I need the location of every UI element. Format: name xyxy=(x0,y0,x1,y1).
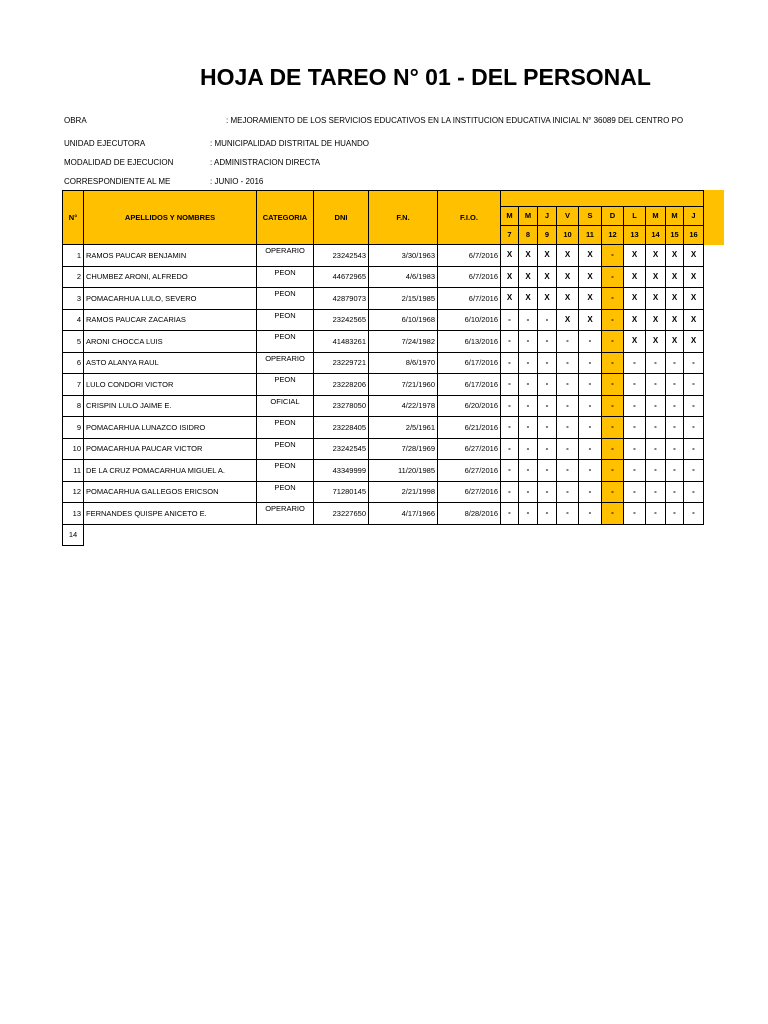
attendance-mark: X xyxy=(646,331,666,353)
worker-category: OPERARIO xyxy=(257,245,314,267)
worker-start-date: 6/13/2016 xyxy=(438,331,501,353)
attendance-mark: - xyxy=(646,395,666,417)
attendance-mark: X xyxy=(646,245,666,267)
day-weekday-header: L xyxy=(624,207,646,226)
attendance-mark: - xyxy=(538,503,557,525)
day-number-header: 9 xyxy=(538,226,557,245)
attendance-mark: - xyxy=(579,503,602,525)
attendance-mark: - xyxy=(557,438,579,460)
day-weekday-header: M xyxy=(501,207,519,226)
attendance-mark: X xyxy=(579,266,602,288)
attendance-mark: - xyxy=(519,417,538,439)
worker-birth-date: 4/17/1966 xyxy=(369,503,438,525)
worker-birth-date: 2/15/1985 xyxy=(369,288,438,310)
worker-birth-date: 11/20/1985 xyxy=(369,460,438,482)
attendance-mark: - xyxy=(538,481,557,503)
worker-start-date: 6/7/2016 xyxy=(438,288,501,310)
attendance-mark: - xyxy=(602,395,624,417)
day-weekday-header: V xyxy=(557,207,579,226)
attendance-mark: X xyxy=(646,288,666,310)
attendance-mark: X xyxy=(666,309,684,331)
worker-dni: 41483261 xyxy=(314,331,369,353)
attendance-mark: X xyxy=(624,331,646,353)
attendance-mark: X xyxy=(557,266,579,288)
attendance-mark: X xyxy=(666,288,684,310)
attendance-mark: - xyxy=(501,374,519,396)
attendance-mark: X xyxy=(519,266,538,288)
attendance-mark: - xyxy=(666,395,684,417)
row-number: 8 xyxy=(63,395,84,417)
worker-start-date: 6/21/2016 xyxy=(438,417,501,439)
worker-name: CHUMBEZ ARONI, ALFREDO xyxy=(84,266,257,288)
worker-name: ARONI CHOCCA LUIS xyxy=(84,331,257,353)
day-weekday-header: S xyxy=(579,207,602,226)
attendance-mark: X xyxy=(579,245,602,267)
attendance-mark: - xyxy=(624,460,646,482)
worker-start-date: 6/10/2016 xyxy=(438,309,501,331)
attendance-mark: - xyxy=(602,417,624,439)
worker-category: PEON xyxy=(257,309,314,331)
attendance-mark: - xyxy=(602,352,624,374)
worker-category: PEON xyxy=(257,481,314,503)
attendance-mark: - xyxy=(684,395,704,417)
attendance-mark: - xyxy=(538,352,557,374)
attendance-mark: - xyxy=(684,481,704,503)
worker-category: PEON xyxy=(257,438,314,460)
tareo-table xyxy=(62,190,704,546)
attendance-mark: - xyxy=(624,417,646,439)
row-number: 7 xyxy=(63,374,84,396)
worker-dni: 43349999 xyxy=(314,460,369,482)
worker-birth-date: 2/5/1961 xyxy=(369,417,438,439)
attendance-mark: - xyxy=(557,481,579,503)
worker-start-date: 8/28/2016 xyxy=(438,503,501,525)
attendance-mark: - xyxy=(557,460,579,482)
worker-category: PEON xyxy=(257,460,314,482)
header-fio: F.I.O. xyxy=(438,191,501,245)
attendance-mark: - xyxy=(579,460,602,482)
attendance-mark: - xyxy=(557,395,579,417)
worker-name: POMACARHUA PAUCAR VICTOR xyxy=(84,438,257,460)
attendance-mark: - xyxy=(579,374,602,396)
day-number-header: 11 xyxy=(579,226,602,245)
attendance-mark: - xyxy=(666,460,684,482)
attendance-mark: - xyxy=(666,374,684,396)
worker-birth-date: 8/6/1970 xyxy=(369,352,438,374)
attendance-mark: - xyxy=(501,503,519,525)
worker-birth-date: 7/21/1960 xyxy=(369,374,438,396)
day-number-header: 13 xyxy=(624,226,646,245)
attendance-mark: - xyxy=(501,352,519,374)
attendance-mark: - xyxy=(538,417,557,439)
attendance-mark: - xyxy=(646,374,666,396)
row-number: 6 xyxy=(63,352,84,374)
day-weekday-header: M xyxy=(666,207,684,226)
attendance-mark: - xyxy=(602,266,624,288)
attendance-mark: X xyxy=(646,309,666,331)
table-row-empty xyxy=(63,524,704,545)
attendance-mark: - xyxy=(666,438,684,460)
worker-dni: 23242565 xyxy=(314,309,369,331)
attendance-mark: X xyxy=(557,309,579,331)
attendance-mark: X xyxy=(519,245,538,267)
attendance-mark: - xyxy=(602,309,624,331)
attendance-mark: - xyxy=(501,460,519,482)
row-number: 12 xyxy=(63,481,84,503)
attendance-mark: - xyxy=(624,481,646,503)
attendance-mark: X xyxy=(624,288,646,310)
attendance-mark: X xyxy=(501,266,519,288)
info-value: : MEJORAMIENTO DE LOS SERVICIOS EDUCATIVOS EN LA INSTITUCION EDUCATIVA INICIAL N° 36089 DEL CENTRO PO xyxy=(226,116,684,125)
attendance-mark: X xyxy=(624,309,646,331)
info-value: : ADMINISTRACION DIRECTA xyxy=(210,158,321,167)
attendance-mark: - xyxy=(579,331,602,353)
attendance-mark: - xyxy=(579,352,602,374)
attendance-mark: - xyxy=(519,481,538,503)
worker-birth-date: 7/24/1982 xyxy=(369,331,438,353)
table-row xyxy=(63,288,704,310)
attendance-mark: - xyxy=(624,438,646,460)
attendance-mark: - xyxy=(557,352,579,374)
attendance-mark: - xyxy=(557,417,579,439)
attendance-mark: - xyxy=(624,395,646,417)
table-row xyxy=(63,417,704,439)
attendance-mark: - xyxy=(602,374,624,396)
worker-start-date: 6/27/2016 xyxy=(438,438,501,460)
table-row xyxy=(63,374,704,396)
row-number: 5 xyxy=(63,331,84,353)
worker-start-date: 6/17/2016 xyxy=(438,374,501,396)
attendance-mark: X xyxy=(684,309,704,331)
day-number-header: 15 xyxy=(666,226,684,245)
row-number: 13 xyxy=(63,503,84,525)
table-row xyxy=(63,481,704,503)
worker-start-date: 6/20/2016 xyxy=(438,395,501,417)
attendance-mark: - xyxy=(501,331,519,353)
attendance-mark: - xyxy=(519,395,538,417)
attendance-mark: - xyxy=(624,352,646,374)
attendance-mark: X xyxy=(684,288,704,310)
attendance-mark: X xyxy=(538,245,557,267)
table-row xyxy=(63,395,704,417)
info-label: MODALIDAD DE EJECUCION xyxy=(64,158,174,167)
attendance-mark: - xyxy=(602,438,624,460)
attendance-mark: - xyxy=(538,331,557,353)
attendance-mark: - xyxy=(501,417,519,439)
attendance-mark: - xyxy=(666,503,684,525)
table-row xyxy=(63,460,704,482)
attendance-mark: - xyxy=(579,481,602,503)
attendance-mark: X xyxy=(624,245,646,267)
attendance-mark: - xyxy=(646,352,666,374)
day-number-header: 8 xyxy=(519,226,538,245)
attendance-mark: - xyxy=(538,309,557,331)
worker-name: CRISPIN LULO JAIME E. xyxy=(84,395,257,417)
table-row xyxy=(63,331,704,353)
info-value: : JUNIO - 2016 xyxy=(210,177,264,186)
day-number-header: 10 xyxy=(557,226,579,245)
attendance-mark: - xyxy=(519,331,538,353)
attendance-mark: - xyxy=(538,438,557,460)
worker-dni: 23228405 xyxy=(314,417,369,439)
attendance-mark: - xyxy=(538,460,557,482)
attendance-mark: - xyxy=(684,417,704,439)
attendance-mark: - xyxy=(519,352,538,374)
worker-name: POMACARHUA LUNAZCO ISIDRO xyxy=(84,417,257,439)
worker-dni: 23242545 xyxy=(314,438,369,460)
attendance-mark: - xyxy=(666,481,684,503)
attendance-mark: - xyxy=(557,374,579,396)
attendance-mark: - xyxy=(624,503,646,525)
worker-start-date: 6/17/2016 xyxy=(438,352,501,374)
worker-name: RAMOS PAUCAR BENJAMIN xyxy=(84,245,257,267)
worker-category: PEON xyxy=(257,288,314,310)
worker-start-date: 6/27/2016 xyxy=(438,481,501,503)
attendance-mark: - xyxy=(519,374,538,396)
attendance-mark: X xyxy=(579,288,602,310)
worker-dni: 71280145 xyxy=(314,481,369,503)
day-number-header: 12 xyxy=(602,226,624,245)
worker-category: PEON xyxy=(257,331,314,353)
worker-dni: 23278050 xyxy=(314,395,369,417)
worker-start-date: 6/7/2016 xyxy=(438,266,501,288)
attendance-mark: - xyxy=(602,331,624,353)
row-number: 9 xyxy=(63,417,84,439)
attendance-mark: - xyxy=(501,438,519,460)
attendance-mark: X xyxy=(579,309,602,331)
worker-dni: 42879073 xyxy=(314,288,369,310)
attendance-mark: X xyxy=(501,288,519,310)
attendance-mark: X xyxy=(538,288,557,310)
table-row xyxy=(63,438,704,460)
attendance-mark: - xyxy=(579,395,602,417)
attendance-mark: - xyxy=(501,481,519,503)
day-weekday-header: M xyxy=(646,207,666,226)
attendance-mark: X xyxy=(666,245,684,267)
day-weekday-header: J xyxy=(538,207,557,226)
worker-dni: 23242543 xyxy=(314,245,369,267)
attendance-mark: - xyxy=(684,352,704,374)
worker-birth-date: 6/10/1968 xyxy=(369,309,438,331)
attendance-mark: - xyxy=(501,309,519,331)
worker-category: OFICIAL xyxy=(257,395,314,417)
attendance-mark: X xyxy=(557,288,579,310)
day-weekday-header: D xyxy=(602,207,624,226)
attendance-mark: - xyxy=(602,481,624,503)
day-number-header: 14 xyxy=(646,226,666,245)
worker-birth-date: 4/22/1978 xyxy=(369,395,438,417)
worker-category: PEON xyxy=(257,417,314,439)
table-row xyxy=(63,266,704,288)
attendance-mark: X xyxy=(666,331,684,353)
attendance-mark: - xyxy=(557,503,579,525)
worker-dni: 23228206 xyxy=(314,374,369,396)
attendance-mark: - xyxy=(579,438,602,460)
day-weekday-header: J xyxy=(684,207,704,226)
row-number: 10 xyxy=(63,438,84,460)
worker-birth-date: 3/30/1963 xyxy=(369,245,438,267)
info-label: UNIDAD EJECUTORA xyxy=(64,139,146,148)
attendance-mark: - xyxy=(684,460,704,482)
table-row xyxy=(63,352,704,374)
attendance-mark: - xyxy=(684,503,704,525)
worker-start-date: 6/27/2016 xyxy=(438,460,501,482)
attendance-mark: - xyxy=(602,288,624,310)
attendance-mark: - xyxy=(538,374,557,396)
header-dni: DNI xyxy=(314,191,369,245)
attendance-mark: X xyxy=(501,245,519,267)
attendance-mark: - xyxy=(646,460,666,482)
attendance-mark: - xyxy=(519,438,538,460)
attendance-mark: - xyxy=(519,460,538,482)
attendance-mark: - xyxy=(602,460,624,482)
header-num: N° xyxy=(63,191,84,245)
worker-name: DE LA CRUZ POMACARHUA MIGUEL A. xyxy=(84,460,257,482)
header-name: APELLIDOS Y NOMBRES xyxy=(84,191,257,245)
worker-dni: 23229721 xyxy=(314,352,369,374)
worker-start-date: 6/7/2016 xyxy=(438,245,501,267)
worker-dni: 44672965 xyxy=(314,266,369,288)
attendance-mark: - xyxy=(646,481,666,503)
row-number: 11 xyxy=(63,460,84,482)
worker-category: PEON xyxy=(257,374,314,396)
worker-category: PEON xyxy=(257,266,314,288)
attendance-mark: X xyxy=(684,245,704,267)
row-number: 1 xyxy=(63,245,84,267)
day-number-header: 16 xyxy=(684,226,704,245)
attendance-mark: - xyxy=(684,438,704,460)
worker-dni: 23227650 xyxy=(314,503,369,525)
attendance-mark: X xyxy=(538,266,557,288)
table-row xyxy=(63,503,704,525)
worker-name: ASTO ALANYA RAUL xyxy=(84,352,257,374)
attendance-mark: - xyxy=(602,503,624,525)
day-weekday-header: M xyxy=(519,207,538,226)
attendance-mark: - xyxy=(666,352,684,374)
attendance-mark: - xyxy=(602,245,624,267)
header-fn: F.N. xyxy=(369,191,438,245)
attendance-mark: X xyxy=(684,266,704,288)
worker-name: FERNANDES QUISPE ANICETO E. xyxy=(84,503,257,525)
attendance-mark: X xyxy=(646,266,666,288)
attendance-mark: - xyxy=(579,417,602,439)
attendance-mark: X xyxy=(684,331,704,353)
attendance-mark: X xyxy=(666,266,684,288)
attendance-mark: - xyxy=(624,374,646,396)
header-category: CATEGORIA xyxy=(257,191,314,245)
header-fill-extension xyxy=(702,190,724,245)
attendance-mark: X xyxy=(624,266,646,288)
table-row xyxy=(63,309,704,331)
attendance-mark: - xyxy=(538,395,557,417)
attendance-mark: - xyxy=(557,331,579,353)
attendance-mark: X xyxy=(519,288,538,310)
attendance-mark: X xyxy=(557,245,579,267)
worker-name: LULO CONDORI VICTOR xyxy=(84,374,257,396)
attendance-mark: - xyxy=(684,374,704,396)
attendance-mark: - xyxy=(501,395,519,417)
worker-birth-date: 7/28/1969 xyxy=(369,438,438,460)
row-number: 4 xyxy=(63,309,84,331)
worker-category: OPERARIO xyxy=(257,352,314,374)
worker-category: OPERARIO xyxy=(257,503,314,525)
attendance-mark: - xyxy=(646,417,666,439)
attendance-mark: - xyxy=(519,309,538,331)
info-label: OBRA xyxy=(64,116,87,125)
page-title: HOJA DE TAREO N° 01 - DEL PERSONAL xyxy=(200,64,651,90)
row-number: 3 xyxy=(63,288,84,310)
info-value: : MUNICIPALIDAD DISTRITAL DE HUANDO xyxy=(210,139,369,148)
header-days-band xyxy=(501,191,704,207)
worker-name: RAMOS PAUCAR ZACARIAS xyxy=(84,309,257,331)
attendance-mark: - xyxy=(519,503,538,525)
attendance-mark: - xyxy=(666,417,684,439)
tareo-sheet xyxy=(62,190,704,546)
worker-name: POMACARHUA GALLEGOS ERICSON xyxy=(84,481,257,503)
worker-name: POMACARHUA LULO, SEVERO xyxy=(84,288,257,310)
attendance-mark: - xyxy=(646,503,666,525)
row-number: 14 xyxy=(63,524,84,545)
table-row xyxy=(63,245,704,267)
worker-birth-date: 4/6/1983 xyxy=(369,266,438,288)
attendance-mark: - xyxy=(646,438,666,460)
day-number-header: 7 xyxy=(501,226,519,245)
empty-cell xyxy=(84,524,257,545)
row-number: 2 xyxy=(63,266,84,288)
worker-birth-date: 2/21/1998 xyxy=(369,481,438,503)
info-label: CORRESPONDIENTE AL ME xyxy=(64,177,171,186)
